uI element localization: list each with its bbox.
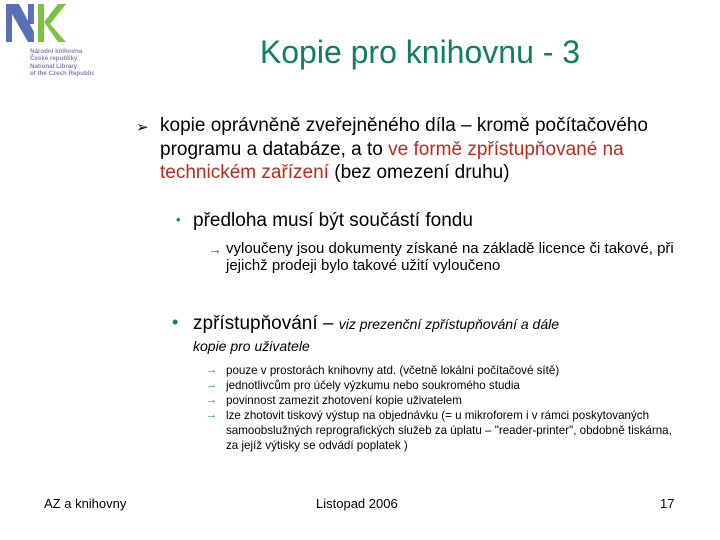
right-arrow-icon: → xyxy=(208,241,222,257)
list-item xyxy=(206,363,686,378)
arrow-bullet-icon: ➢ xyxy=(136,119,149,136)
list-item xyxy=(206,408,686,453)
dot-bullet-icon: • xyxy=(176,212,181,227)
sub-bullet-access-text: zpřístupňování – xyxy=(193,313,339,334)
list-item-text: lze zhotovit tiskový výstup na objednávku (= u mikroforem i v rámci poskytovaných samoobslužných reprografických služeb za úplatu – "reader-printer", obdobně tiskárna, za jejíž výtisky se odvádí poplatek ) xyxy=(226,409,672,452)
page-number: 17 xyxy=(660,496,675,511)
right-arrow-icon: → xyxy=(206,409,217,421)
right-arrow-icon: → xyxy=(206,379,217,391)
bullet-main xyxy=(160,114,700,185)
logo-line: České republiky xyxy=(30,55,78,63)
sub-arrow-note: vyloučeny jsou dokumenty získané na základě licence či takové, při jejichž prodeji bylo takové užití vyloučeno xyxy=(226,240,674,274)
nk-logo xyxy=(6,4,116,84)
sub-bullet-access-italic: viz prezenční zpřístupňování a dále xyxy=(338,316,560,332)
slide-title: Kopie pro knihovnu - 3 xyxy=(259,34,581,70)
bullet-main-highlight: ve formě zpřístupňované na technickém zařízení xyxy=(160,138,624,183)
list-item-text: povinnost zamezit zhotovení kopie uživatelem xyxy=(226,394,462,407)
sub-bullet-access xyxy=(193,311,693,337)
dot-bullet-icon: • xyxy=(172,312,179,332)
right-arrow-icon: → xyxy=(206,364,217,376)
logo-line: Národní knihovna xyxy=(30,48,83,55)
bullet-main-text: kopie oprávněně zveřejněného díla – kromě počítačového programu a databáze, a to xyxy=(160,115,648,160)
bullet-main-text-end: (bez omezení druhu) xyxy=(328,162,510,183)
list-item xyxy=(206,393,686,408)
footer-date: Listopad 2006 xyxy=(316,496,398,511)
nk-logo-icon xyxy=(6,4,66,42)
sub-bullet-fond: předloha musí být součástí fondu xyxy=(193,210,473,231)
footer-left: AZ a knihovny xyxy=(44,496,127,511)
list-item xyxy=(206,378,686,393)
list-item-text: pouze v prostorách knihovny atd. (včetně lokální počítačové sítě) xyxy=(226,364,560,377)
list-item-text: jednotlivcům pro účely výzkumu nebo soukromého studia xyxy=(226,379,520,392)
logo-line: of the Czech Republic xyxy=(30,70,95,78)
right-arrow-icon: → xyxy=(206,394,217,406)
access-list xyxy=(206,363,686,453)
logo-caption xyxy=(30,48,95,78)
sub-bullet-access-italic-cont: kopie pro uživatele xyxy=(193,338,310,354)
logo-line: National Library xyxy=(30,62,78,70)
